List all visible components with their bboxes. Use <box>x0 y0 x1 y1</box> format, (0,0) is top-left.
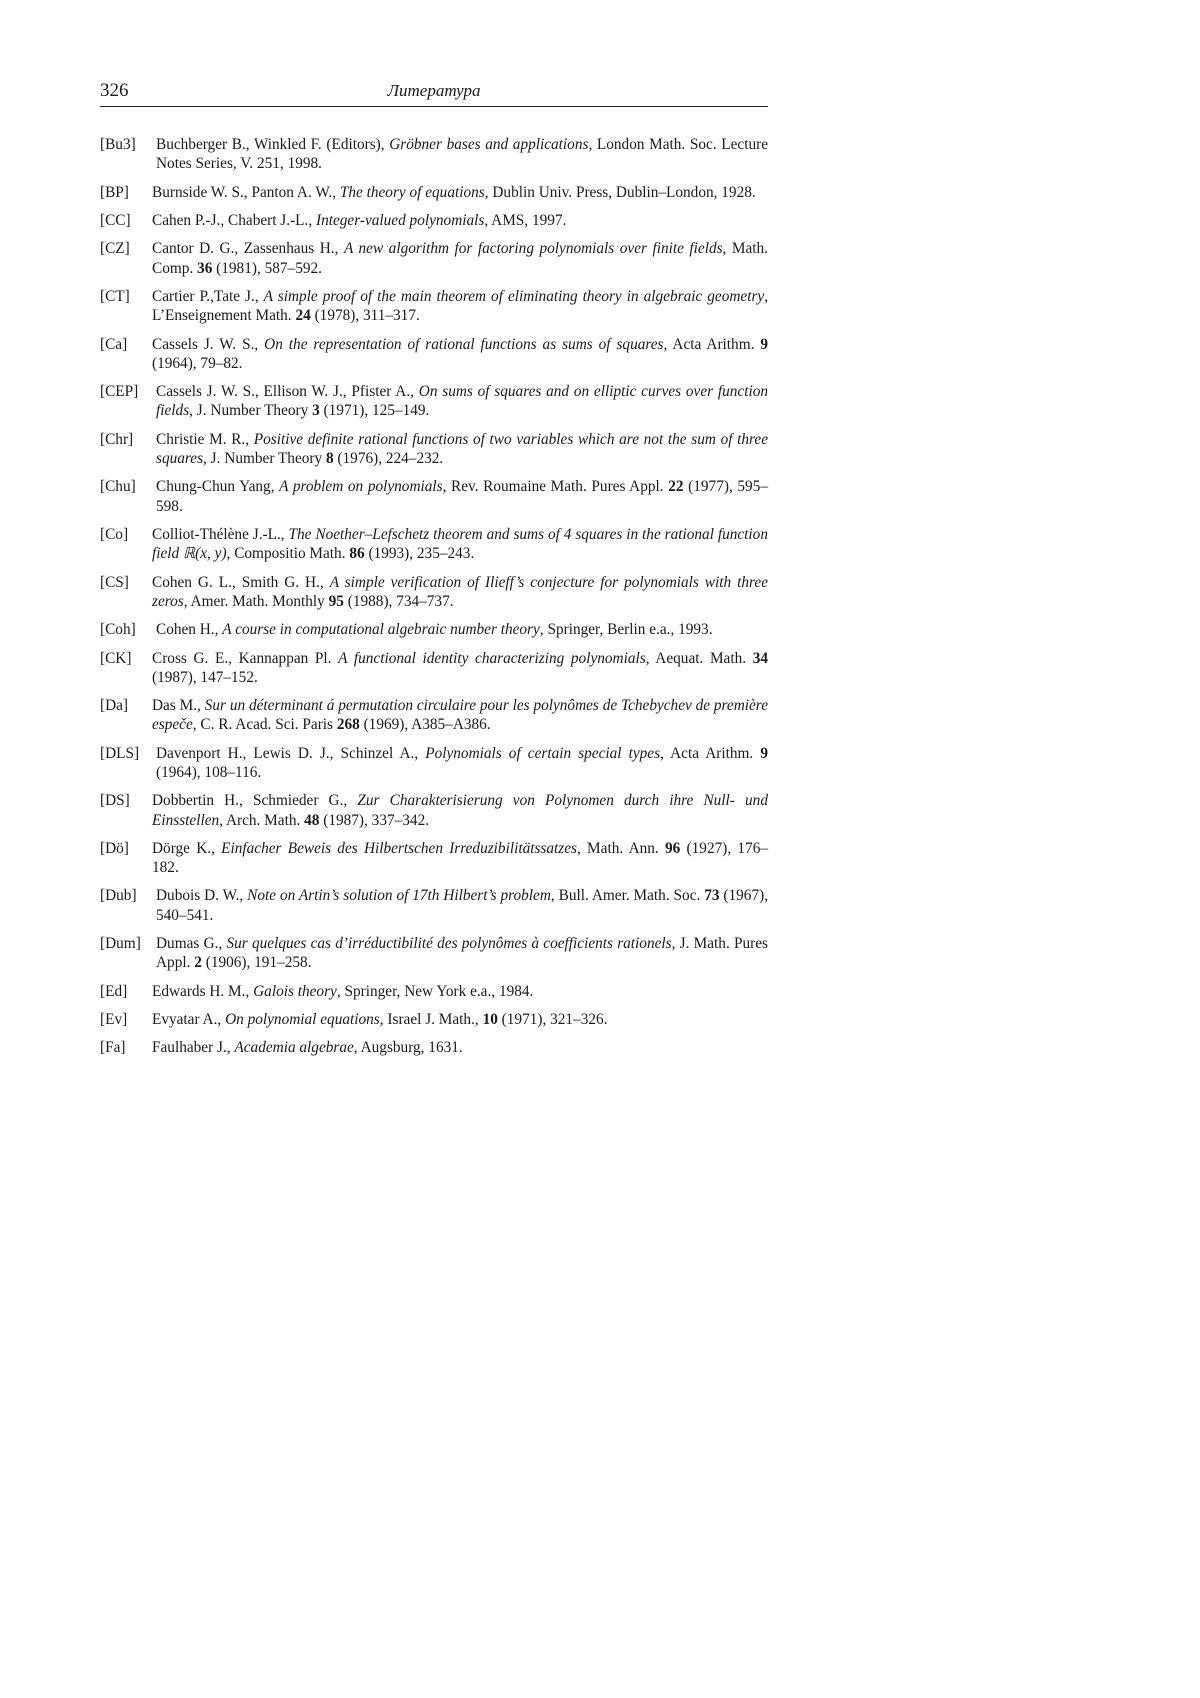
reference-source: , Acta Arithm. <box>660 744 761 762</box>
reference-text <box>156 744 768 782</box>
reference-key: [BP] <box>100 183 129 201</box>
reference-key: [CC] <box>100 211 131 229</box>
reference-source: , Rev. Roumaine Math. Pures Appl. <box>442 478 669 496</box>
reference-entry <box>100 886 768 924</box>
reference-authors: Davenport H., Lewis D. J., Schinzel A., <box>156 744 426 762</box>
reference-authors: Cartier P.,Tate J., <box>152 287 264 305</box>
reference-text <box>152 1011 607 1028</box>
reference-title: A new algorithm for factoring polynomials over finite fields <box>343 240 723 258</box>
reference-text <box>152 792 768 828</box>
reference-title: Polynomials of certain special types <box>425 744 661 762</box>
reference-authors: Christie M. R., <box>156 430 254 448</box>
reference-title: A course in computational algebraic number theory <box>222 621 540 639</box>
reference-text <box>152 650 768 686</box>
reference-source: , AMS, 1997. <box>484 211 567 229</box>
reference-key: [DLS] <box>100 744 140 762</box>
reference-entry <box>100 335 768 373</box>
reference-key: [Ca] <box>100 335 128 353</box>
reference-authors: Buchberger B., Winkled F. (Editors), <box>156 136 390 153</box>
page <box>100 80 768 1067</box>
reference-entry <box>100 135 768 173</box>
reference-pages: (1971), 125–149. <box>319 402 430 420</box>
reference-key: [CT] <box>100 287 130 305</box>
reference-key: [Dum] <box>100 935 141 953</box>
reference-pages: (1987), 147–152. <box>152 668 258 686</box>
reference-text <box>152 240 768 276</box>
reference-text <box>152 184 756 201</box>
reference-entry <box>100 211 768 230</box>
reference-title: The Noether–Lefschetz theorem and sums of 4 squares in the rational function field ℝ(x, y) <box>152 525 768 563</box>
reference-entry <box>100 430 768 468</box>
reference-key: [Dö] <box>100 839 129 857</box>
reference-entry <box>100 287 768 325</box>
reference-source: , London Math. Soc. Lecture Notes Series, V. 251, 1998. <box>156 136 769 173</box>
reference-title: On polynomial equations <box>225 1011 380 1029</box>
reference-text <box>152 1039 463 1056</box>
reference-key: [Ed] <box>100 982 128 1000</box>
reference-source: , Dublin Univ. Press, Dublin–London, 1928. <box>484 183 756 201</box>
reference-text <box>156 886 768 924</box>
reference-volume: 36 <box>197 259 213 277</box>
reference-key: [Chr] <box>100 430 134 448</box>
reference-volume: 24 <box>295 307 311 325</box>
reference-entry <box>100 649 768 687</box>
reference-authors: Dubois D. W., <box>156 887 248 905</box>
reference-authors: Cassels J. W. S., <box>152 335 265 353</box>
reference-key: [DS] <box>100 792 130 810</box>
reference-entry <box>100 744 768 782</box>
reference-title: Zur Charakterisierung von Polynomen durch ihre Null- und Einsstellen <box>152 792 768 829</box>
reference-source: , J. Math. Pures Appl. <box>156 935 768 972</box>
reference-volume: 3 <box>312 402 320 420</box>
reference-source: , Compositio Math. <box>226 545 350 563</box>
reference-authors: Burnside W. S., Panton A. W., <box>152 183 340 201</box>
reference-key: [Da] <box>100 697 129 715</box>
reference-authors: Cohen G. L., Smith G. H., <box>152 573 330 591</box>
reference-authors: Cohen H., <box>156 621 223 639</box>
reference-volume: 86 <box>349 545 365 563</box>
reference-entry <box>100 839 768 877</box>
reference-title: Sur un déterminant á permutation circulaire pour les polynômes de Tchebychev de premiѐre espeče <box>152 697 768 734</box>
reference-pages: (1906), 191–258. <box>201 954 312 972</box>
reference-entry <box>100 525 768 563</box>
reference-entry <box>100 696 768 734</box>
reference-authors: Dörge K., <box>152 839 222 857</box>
reference-pages: (1987), 337–342. <box>319 811 430 829</box>
reference-entry <box>100 1010 768 1029</box>
reference-source: , Springer, Berlin e.a., 1993. <box>539 621 713 639</box>
reference-pages: (1971), 321–326. <box>497 1011 608 1029</box>
reference-text <box>152 288 768 324</box>
reference-title: The theory of equations <box>339 183 485 201</box>
reference-key: [CK] <box>100 649 132 667</box>
reference-source: , Bull. Amer. Math. Soc. <box>550 887 705 905</box>
reference-title: On sums of squares and on elliptic curves over function fields <box>156 383 768 420</box>
reference-authors: Chung-Chun Yang, <box>156 478 280 496</box>
reference-volume: 95 <box>328 592 344 610</box>
reference-text <box>152 574 768 610</box>
reference-title: A functional identity characterizing polynomials <box>338 649 646 667</box>
reference-key: [Dub] <box>100 887 137 905</box>
reference-key: [CS] <box>100 573 129 591</box>
reference-pages: (1976), 224–232. <box>333 449 444 467</box>
reference-authors: Colliot-Thélène J.-L., <box>152 525 289 543</box>
reference-entry <box>100 620 768 639</box>
reference-text <box>152 697 768 733</box>
reference-pages: (1967), 540–541. <box>156 887 769 924</box>
reference-key: [Co] <box>100 525 129 543</box>
reference-volume: 8 <box>325 449 334 467</box>
reference-title: Positive definite rational functions of two variables which are not the sum of three squares <box>156 430 769 467</box>
reference-authors: Cassels J. W. S., Ellison W. J., Pfister A., <box>156 383 419 401</box>
reference-source: , L’Enseignement Math. <box>152 287 769 325</box>
reference-title: On the representation of rational functions as sums of squares <box>264 335 664 353</box>
reference-entry <box>100 573 768 611</box>
reference-entry <box>100 239 768 277</box>
reference-text <box>152 526 768 562</box>
reference-list <box>100 135 768 1058</box>
reference-text <box>152 212 566 229</box>
reference-key: [CEP] <box>100 383 139 401</box>
reference-volume: 2 <box>194 954 202 972</box>
reference-volume: 73 <box>704 887 720 905</box>
reference-pages: (1969), A385–A386. <box>359 716 491 734</box>
reference-source: , Arch. Math. <box>219 811 305 829</box>
reference-pages: (1993), 235–243. <box>364 545 475 563</box>
reference-volume: 268 <box>336 716 360 734</box>
reference-volume: 10 <box>482 1011 498 1029</box>
reference-title: A simple proof of the main theorem of eliminating theory in algebraic geometry <box>263 287 765 305</box>
reference-source: , Amer. Math. Monthly <box>183 592 329 610</box>
running-head <box>100 80 768 107</box>
reference-pages: (1978), 311–317. <box>310 307 420 325</box>
reference-key: [Ev] <box>100 1011 128 1029</box>
reference-pages: (1927), 176–182. <box>152 839 768 877</box>
reference-title: A problem on polynomials <box>279 478 443 496</box>
reference-volume: 9 <box>760 744 768 762</box>
reference-text <box>156 934 768 972</box>
reference-source: , Springer, New York e.a., 1984. <box>336 982 534 1000</box>
reference-volume: 9 <box>760 335 769 353</box>
reference-source: , J. Number Theory <box>189 402 313 420</box>
reference-text <box>156 430 768 468</box>
reference-pages: (1964), 108–116. <box>156 763 262 781</box>
page-number: 326 <box>100 80 129 101</box>
reference-key: [Chu] <box>100 478 136 496</box>
reference-source: , C. R. Acad. Sci. Paris <box>192 716 337 734</box>
reference-key: [Bu3] <box>100 136 136 153</box>
reference-source: , Math. Ann. <box>576 839 665 857</box>
reference-pages: (1964), 79–82. <box>152 354 243 372</box>
reference-volume: 22 <box>668 478 684 496</box>
reference-volume: 96 <box>665 839 681 857</box>
reference-source: , Math. Comp. <box>152 240 768 277</box>
reference-title: Sur quelques cas d’irréductibilité des polynômes à coefficients rationels <box>226 935 672 953</box>
reference-authors: Evyatar A., <box>152 1011 226 1029</box>
reference-title: Integer-valued polynomials <box>316 211 485 229</box>
reference-text <box>152 840 768 876</box>
reference-authors: Edwards H. M., <box>152 982 254 1000</box>
reference-text <box>156 382 768 420</box>
reference-title: Note on Artin’s solution of 17th Hilbert’s problem <box>247 887 551 905</box>
reference-authors: Cahen P.-J., Chabert J.-L., <box>152 211 316 229</box>
reference-authors: Cantor D. G., Zassenhaus H., <box>152 240 344 258</box>
reference-key: [CZ] <box>100 240 130 258</box>
reference-entry <box>100 183 768 202</box>
reference-pages: (1988), 734–737. <box>343 592 454 610</box>
reference-entry <box>100 934 768 972</box>
reference-pages: (1981), 587–592. <box>212 259 322 277</box>
reference-title: Galois theory <box>253 982 337 1000</box>
reference-key: [Fa] <box>100 1039 126 1057</box>
reference-entry <box>100 791 768 829</box>
reference-source: , J. Number Theory <box>203 449 326 467</box>
reference-text <box>152 983 533 1000</box>
reference-title: Einfacher Beweis des Hilbertschen Irreduzibilitätssatzes <box>221 839 577 857</box>
reference-text <box>152 336 768 372</box>
reference-source: , Israel J. Math., <box>379 1011 483 1029</box>
reference-text <box>156 135 768 173</box>
reference-authors: Dobbertin H., Schmieder G., <box>152 792 358 810</box>
header-title: Литература <box>387 81 481 100</box>
reference-key: [Coh] <box>100 621 136 639</box>
reference-pages: (1977), 595–598. <box>156 478 768 515</box>
reference-volume: 34 <box>752 649 768 667</box>
reference-authors: Dumas G., <box>156 935 227 953</box>
reference-source: , Aequat. Math. <box>645 649 753 667</box>
reference-authors: Faulhaber J., <box>152 1039 235 1057</box>
reference-title: Academia algebrae <box>234 1039 354 1057</box>
reference-source: , Augsburg, 1631. <box>353 1039 463 1057</box>
reference-authors: Das M., <box>152 697 205 715</box>
reference-text <box>156 620 768 639</box>
reference-source: , Acta Arithm. <box>663 335 761 353</box>
reference-entry <box>100 982 768 1001</box>
reference-title: Gröbner bases and applications <box>389 136 589 153</box>
reference-title: A simple verification of Ilieff’s conjecture for polynomials with three zeros <box>152 573 768 610</box>
reference-entry <box>100 1038 768 1057</box>
reference-authors: Cross G. E., Kannappan Pl. <box>152 649 339 667</box>
reference-entry <box>100 382 768 420</box>
reference-volume: 48 <box>304 811 320 829</box>
reference-entry <box>100 477 768 515</box>
reference-text <box>156 477 768 515</box>
